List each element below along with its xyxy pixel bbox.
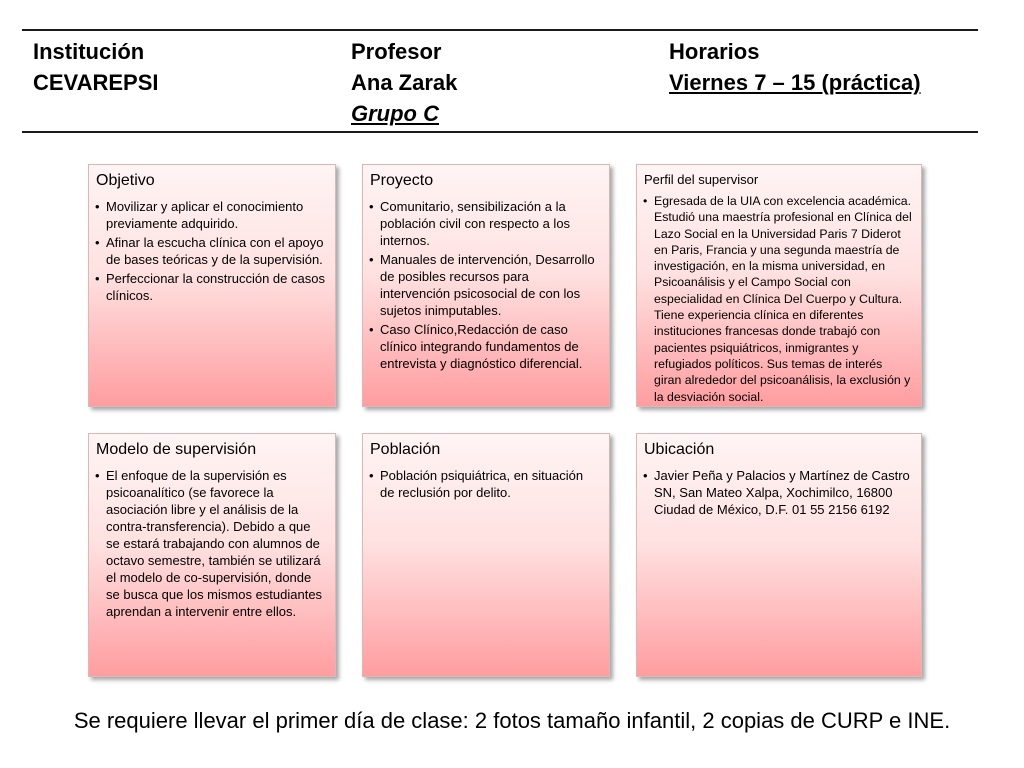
card-proyecto xyxy=(362,164,610,407)
list-item: • Caso Clínico,Redacción de caso clínico integrando fundamentos de entrevista y diagnóstico diferencial. xyxy=(369,321,601,372)
horarios-label: Horarios xyxy=(669,39,760,64)
profesor-group: Grupo C xyxy=(351,101,439,126)
list-item: • El enfoque de la supervisión es psicoanalítico (se favorece la asociación libre y el análisis de la contra-transferencia). Debido a que se estará trabajando con alumnos de octavo semestre, también se utilizará el modelo de co-supervisión, donde se busca que los mismos estudiantes aprendan a intervenir entre ellos. xyxy=(95,467,327,620)
horarios-value: Viernes 7 – 15 (práctica) xyxy=(669,70,921,95)
list-item: • Población psiquiátrica, en situación de reclusión por delito. xyxy=(369,467,601,501)
bullet-list xyxy=(95,467,327,620)
profesor-value: Ana Zarak xyxy=(351,70,458,95)
card-title: Ubicación xyxy=(644,441,715,458)
profesor-label: Profesor xyxy=(351,39,442,64)
header-horarios xyxy=(669,36,921,98)
bullet-list xyxy=(369,198,601,372)
card-title: Población xyxy=(370,441,441,458)
card-title: Modelo de supervisión xyxy=(96,441,257,458)
header-profesor xyxy=(351,36,457,129)
list-item: • Egresada de la UIA con excelencia académica. Estudió una maestría profesional en Clínica del Lazo Social en la Universidad Paris 7 Diderot en Paris, Francia y una segunda maestría de investigación, en la misma universidad, en Psicoanálisis y el Campo Social con especialidad en Clínica Del Cuerpo y Cultura. Tiene experiencia clínica en diferentes instituciones francesas donde trabajó con pacientes psiquiátricos, inmigrantes y refugiados políticos. Sus temas de interés giran alrededor del psicoanálisis, la exclusión y la desviación social. xyxy=(643,193,913,405)
card-title: Proyecto xyxy=(370,172,434,189)
bullet-list xyxy=(643,193,913,405)
card-ubicacion xyxy=(636,433,922,677)
list-item: • Javier Peña y Palacios y Martínez de Castro SN, San Mateo Xalpa, Xochimilco, 16800 Ciudad de México, D.F. 01 55 2156 6192 xyxy=(643,467,913,518)
list-item: • Manuales de intervención, Desarrollo de posibles recursos para intervención psicosocial de con los sujetos inimputables. xyxy=(369,251,601,319)
card-modelo-supervision xyxy=(88,433,336,677)
list-item: • Comunitario, sensibilización a la población civil con respecto a los internos. xyxy=(369,198,601,249)
bullet-list xyxy=(643,467,913,518)
institucion-value: CEVAREPSI xyxy=(33,70,159,95)
header-top-rule xyxy=(22,29,978,31)
bullet-list xyxy=(95,198,327,304)
card-title: Objetivo xyxy=(96,172,155,189)
header-institucion xyxy=(33,36,159,98)
list-item: • Movilizar y aplicar el conocimiento previamente adquirido. xyxy=(95,198,327,232)
card-objetivo xyxy=(88,164,336,407)
card-poblacion xyxy=(362,433,610,677)
header-bottom-rule xyxy=(22,131,978,133)
institucion-label: Institución xyxy=(33,39,145,64)
footer-note: Se requiere llevar el primer día de clase: 2 fotos tamaño infantil, 2 copias de CURP e INE. xyxy=(73,708,951,733)
list-item: • Perfeccionar la construcción de casos clínicos. xyxy=(95,270,327,304)
card-title: Perfil del supervisor xyxy=(644,172,759,187)
card-perfil-supervisor xyxy=(636,164,922,407)
bullet-list xyxy=(369,467,601,501)
list-item: • Afinar la escucha clínica con el apoyo de bases teóricas y de la supervisión. xyxy=(95,234,327,268)
